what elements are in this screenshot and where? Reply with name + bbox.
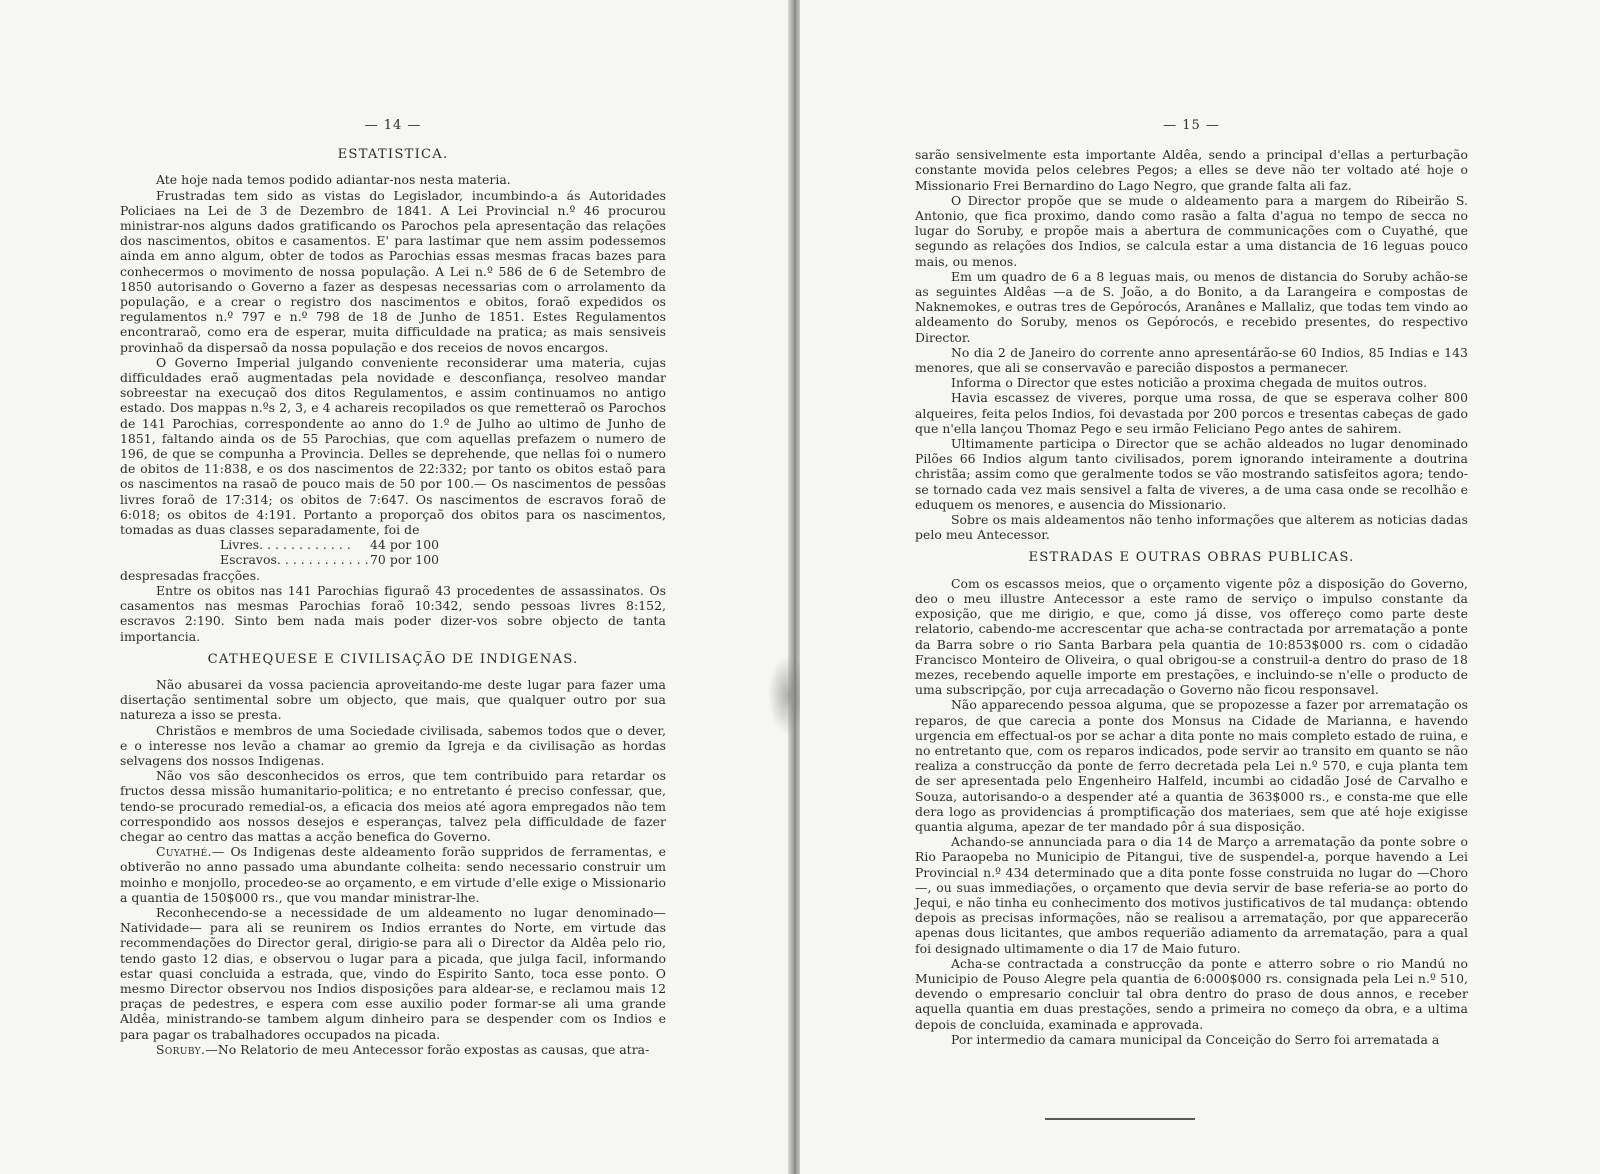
paragraph: Em um quadro de 6 a 8 leguas mais, ou menos de distancia do Soruby achão-se as seguintes Aldêas —a de S. João, a do Bonito, a da Larangeira e compostas de Naknemokes, e outras tres de Gepórocós, Aranânes e Mallaliz, que todas tem vindo ao aldeamento do Soruby, menos os Gepórocós, e recebido presentes, do respectivo Director. bbox=[915, 268, 1468, 345]
left-page-content bbox=[120, 118, 666, 1057]
paragraph-cuyathe bbox=[120, 844, 666, 905]
page-number: — 15 — bbox=[1163, 118, 1220, 133]
paragraph: Informa o Director que estes noticião a proxima chegada de muitos outros. bbox=[951, 375, 1428, 391]
paragraph: Não abusarei da vossa paciencia aproveitando-me deste lugar para fazer uma disertação sentimental sobre um objecto, que mais, que qualquer outro por sua natureza a isso se presta. bbox=[120, 676, 666, 723]
paragraph: Ate hoje nada temos podido adiantar-nos nesta materia. bbox=[156, 172, 511, 188]
paragraph: Entre os obitos nas 141 Parochias figuraõ 43 procedentes de assassinatos. Os casamentos nas mesmas Parochias foraõ 10:342, sendo pessoas livres 8:152, escravos 2:190. Sinto bem nada mais poder dizer-vos sobre objecto de tanta importancia. bbox=[120, 582, 666, 644]
paragraph: Frustradas tem sido as vistas do Legislador, incumbindo-a ás Autoridades Policiaes na Lei de 3 de Dezembro de 1841. A Lei Provincial n.º 46 procurou ministrar-nos alguns dados gratificando os Parochos pela apresentação das relações dos nascimentos, obitos e casamentos. E' para lastimar que nem assim podessemos ainda em anno algum, obter de todos as Parochias essas mesmas fracas bazes para conhecermos o movimento de nossa população. A Lei n.º 586 de 6 de Setembro de 1850 autorisando o Governo a fazer as despesas necessarias com o arrolamento da população, e a crear o registro dos nascimentos e obitos, foraõ expedidos os regulamentos n.º 797 e n.º 798 de 18 de Junho de 1851. Estes Regulamentos encontraraõ, como era de esperar, muita difficuldade na pratica; as mais sensiveis provinhaõ da dispersaõ da nossa população e dos receios de novos encargos. bbox=[120, 187, 666, 355]
paragraph: Havia escassez de viveres, porque uma rossa, de que se esperava colher 800 alqueires, feita pelos Indios, foi devastada por 200 porcos e tresentas cabeças de gado que n'ella lançou Thomaz Pego e seu irmão Feliciano Pego antes de sahirem. bbox=[915, 390, 1468, 436]
paragraph: O Director propõe que se mude o aldeamento para a margem do Ribeirão S. Antonio, que fica proximo, dando como rasão a falta d'agua no tempo de secca no lugar do Soruby, e propõe mais a abertura de communicações com o Cuyathé, que segundo as relações dos Indios, se calcula estar a uma distancia de 16 leguas pouco mais, ou menos. bbox=[915, 192, 1468, 269]
right-page bbox=[800, 0, 1600, 1174]
paragraph-text: — Os Indigenas deste aldeamento forão suppridos de ferramentas, e obtiverão no anno passado uma abundante colheita: sendo necessario construir um moinho e monjollo, procedeo-se ao orçamento, e em virtude d'elle exige o Missionario a quantia de 150$000 rs., que vou mandar ministrar-lhe. bbox=[120, 844, 666, 905]
paragraph: Christãos e membros de uma Sociedade civilisada, sabemos todos que o dever, e o interesse nos levão a chamar ao gremio da Igreja e da civilisação as hordas selvagens dos nossos Indigenas. bbox=[120, 722, 666, 768]
right-page-content bbox=[915, 118, 1468, 1047]
proportion-value: 70 por 100 bbox=[370, 552, 440, 568]
proportion-table bbox=[220, 537, 550, 567]
paragraph: Acha-se contractada a construcção da ponte e atterro sobre o rio Mandú no Municipio de Pouso Alegre pela quantia de 6:000$000 rs. consignada pela Lei n.º 510, devendo o empresario concluir tal obra dentro do praso de dous annos, e receber aquella quantia em duas prestações, sendo a primeira no começo da obra, e a ultima depois de concluida, examinada e approvada. bbox=[915, 955, 1468, 1032]
left-page bbox=[0, 0, 790, 1174]
paragraph: No dia 2 de Janeiro do corrente anno apresentárão-se 60 Indios, 85 Indias e 143 menores, que ali se conservavão e parecião dispostos a permanecer. bbox=[915, 344, 1468, 376]
proportion-row bbox=[220, 537, 550, 552]
paragraph: Por intermedio da camara municipal da Conceição do Serro foi arrematada a bbox=[951, 1031, 1440, 1047]
paragraph: O Governo Imperial julgando conveniente reconsiderar uma materia, cujas difficuldades eraõ augmentadas pela novidade e desconfiança, resolveo mandar sobreestar na execuçaõ dos ditos Regulamentos, e assim continuamos no antigo estado. Dos mappas n.ºs 2, 3, e 4 achareis recopilados os que remetteraõ os Parochos de 141 Parochias, correspondente ao anno do 1.º de Julho ao ultimo de Junho de 1851, faltando ainda os de 55 Parochias, que com aquellas prefazem o numero de 196, de que se compunha a Provincia. Delles se deprehende, que nellas foi o numero de obitos de 11:838, e os dos nascimentos de 22:332; por tanto os obitos estaõ para os nascimentos na rasaõ de pouco mais de 50 por 100.— Os nascimentos de pessôas livres foraõ de 17:314; os obitos de 7:647. Os nascimentos de escravos foraõ de 6:018; os obitos de 4:191. Portanto a proporçaõ dos obitos para os nascimentos, tomadas as duas classes separadamente, foi de bbox=[120, 354, 666, 538]
proportion-label: Escravos. . . . . . . . . . . . bbox=[220, 552, 369, 568]
section-title-estradas: ESTRADAS E OUTRAS OBRAS PUBLICAS. bbox=[1028, 550, 1355, 566]
paragraph: Sobre os mais aldeamentos não tenho informações que alterem as noticias dadas pelo meu Antecessor. bbox=[915, 512, 1468, 543]
paragraph-soruby bbox=[120, 1042, 666, 1057]
paragraph: Reconhecendo-se a necessidade de um aldeamento no lugar denominado—Natividade— para ali se reunirem os Indios errantes do Norte, em virtude das recommendações do Director geral, dirigio-se para ali o Director da Aldêa pelo rio, tendo gasto 12 dias, e observou o lugar para a picada, que julga facil, informando estar quasi concluida a estrada, que, vindo do Espirito Santo, toca esse ponto. O mesmo Director observou nos Indios disposições para aldear-se, e reclamou mais 12 praças de pedestres, e espera com esse auxilio poder formar-se ali uma grande Aldêa, ministrando-se tambem algum dinheiro para se despender com os Indios e para pagar os trabalhadores occupados na picada. bbox=[120, 904, 666, 1042]
paragraph: sarão sensivelmente esta importante Aldêa, sendo a principal d'ellas a perturbação constante movida pelos celebres Pegos; a elles se deve não ter voltado até hoje o Missionario Frei Bernardino do Lago Negro, que grande falta ali faz. bbox=[915, 147, 1468, 193]
proportion-value: 44 por 100 bbox=[370, 537, 440, 553]
proportion-label: Livres. . . . . . . . . . . . bbox=[220, 537, 351, 553]
paragraph: Não vos são desconhecidos os erros, que tem contribuido para retardar os fructos dessa missão humanitario-politica; e no entretanto é preciso confessar, que, tendo-se procurado remedial-os, a eficacia dos meios até agora empregados não tem correspondido aos nossos desejos e esperanças, talvez pela difficuldade de fazer chegar ao centro das mattas a acção benefica do Governo. bbox=[120, 768, 666, 844]
proportion-row bbox=[220, 552, 550, 567]
paragraph: Achando-se annunciada para o dia 14 de Março a arrematação da ponte sobre o Rio Paraopeba no Municipio de Pitangui, tive de suspendel-a, porque havendo a Lei Provincial n.º 434 determinado que a dita ponte fosse construida no lugar do —Choro—, ou suas immediações, o orçamento que devia servir de base referia-se ao porto do Jequi, e não tinha eu conhecimento dos motivos justificativos de tal mudança: obtendo depois as precisas informações, não se realisou a arrematação, por que apparecerão apenas dous licitantes, que ambos requerião adiamento da arrematação, para a qual foi designado ultimamente o dia 17 de Maio futuro. bbox=[915, 834, 1468, 956]
paragraph: despresadas fracções. bbox=[120, 567, 261, 583]
run-in-label: Soruby. bbox=[156, 1041, 206, 1057]
paragraph: Não apparecendo pessoa alguma, que se propozesse a fazer por arrematação os reparos, de que carecia a ponte dos Monsus na Cidade de Marianna, e havendo urgencia em effectual-os por se achar a dita ponte no mais completo estado de ruina, e no entretanto que, com os reparos indicados, pode servir ao transito em quanto se não realiza a construcção da ponte de ferro decretada pela Lei n.º 570, e cuja planta tem de ser apresentada pelo Engenheiro Halfeld, incumbi ao cidadão José de Carvalho e Souza, autorisando-o a despender até a quantia de 363$000 rs., e consta-me que elle dera logo as providencias á promptificação dos materiaes, sem que até hoje exigisse quantia alguma, apezar de ter mandado pôr á sua disposição. bbox=[915, 697, 1468, 834]
paragraph: Com os escassos meios, que o orçamento vigente pôz a disposição do Governo, deo o meu illustre Antecessor a este ramo de serviço o impulso constante da exposição, que me dirigio, e que, como já disse, vos offereço como parte deste relatorio, cabendo-me accrescentar que acha-se contractada por arrematação a ponte da Barra sobre o rio Santa Barbara pela quantia de 10:853$000 rs. com o cidadão Francisco Monteiro de Oliveira, o qual obrigou-se a construil-a dentro do praso de 18 mezes, recebendo aquelle importe em prestações, e incluindo-se n'elle o producto de uma subscripção, por cuja arrecadação o Governo não ficou responsavel. bbox=[915, 575, 1468, 698]
run-in-label: Cuyathé. bbox=[156, 844, 212, 860]
paragraph: Ultimamente participa o Director que se achão aldeados no lugar denominado Pilões 66 Indios algum tanto civilisados, porem ignorando inteiramente a doutrina christãa; assim como que geralmente todos se vão mostrando satisfeitos agora; tendo-se tornado cada vez mais sensivel a falta de viveres, a de uma casa onde se recolhão e eduquem os menores, e ausencia do Missionario. bbox=[915, 436, 1468, 512]
page-number: — 14 — bbox=[364, 118, 422, 133]
section-title-cathequese: CATHEQUESE E CIVILISAÇÃO DE INDIGENAS. bbox=[207, 651, 579, 667]
paragraph-text: —No Relatorio de meu Antecessor forão expostas as causas, que atra- bbox=[205, 1041, 650, 1057]
print-rule bbox=[1045, 1118, 1195, 1120]
section-title-estatistica: ESTATISTICA. bbox=[337, 147, 449, 163]
